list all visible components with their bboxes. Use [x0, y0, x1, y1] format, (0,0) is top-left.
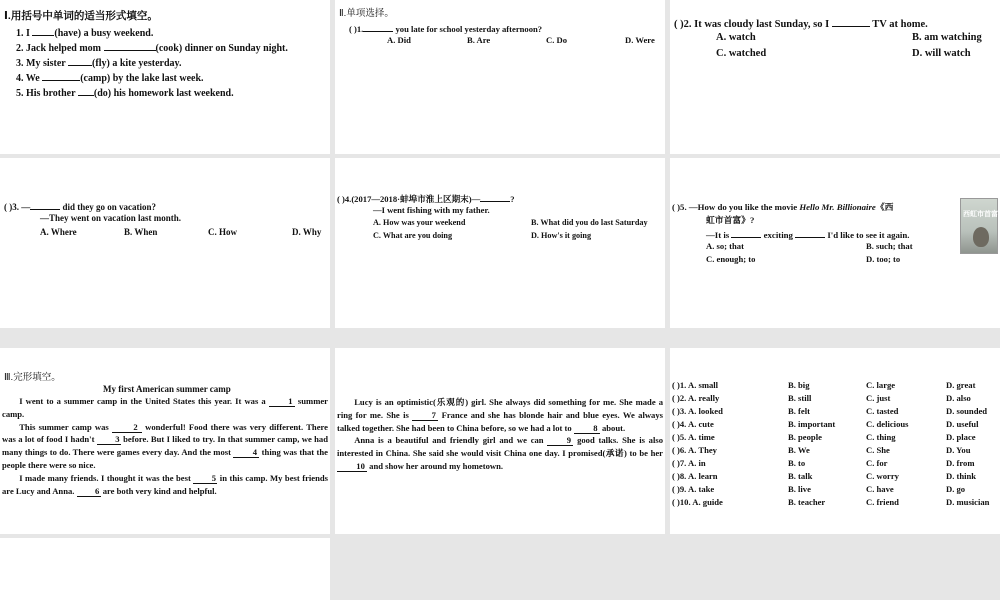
- row-5-c[interactable]: C. thing: [866, 432, 896, 442]
- row-7-b[interactable]: B. to: [788, 458, 806, 468]
- option-c[interactable]: C. watched: [716, 48, 767, 59]
- section-title: Ⅰ.用括号中单词的适当形式填空。: [4, 10, 158, 22]
- row-3-d[interactable]: D. sounded: [946, 406, 988, 416]
- option-b[interactable]: B. such; that: [866, 241, 913, 251]
- option-b[interactable]: B. Are: [467, 35, 491, 45]
- panel-cloze-passage-1: [0, 348, 330, 534]
- question-3: 3. My sister (fly) a kite yesterday.: [16, 55, 181, 70]
- question-stem: ( )2. It was cloudy last Sunday, so I TV at home.: [674, 16, 928, 31]
- row-9-d[interactable]: D. go: [946, 484, 966, 494]
- section-title: Ⅲ.完形填空。: [4, 372, 61, 383]
- row-8-d[interactable]: D. think: [946, 471, 977, 481]
- row-3-c[interactable]: C. tasted: [866, 406, 899, 416]
- question-4: 4. We (camp) by the lake last week.: [16, 70, 204, 85]
- poster-title: 西虹市首富: [963, 210, 998, 218]
- row-6-a[interactable]: ( )6. A. They: [672, 445, 717, 455]
- row-7-c[interactable]: C. for: [866, 458, 888, 468]
- row-10-b[interactable]: B. teacher: [788, 497, 826, 507]
- question-1: 1. I (have) a busy weekend.: [16, 25, 153, 40]
- row-3-a[interactable]: ( )3. A. looked: [672, 406, 723, 416]
- option-a[interactable]: A. Did: [387, 35, 411, 45]
- option-c[interactable]: C. Do: [546, 35, 568, 45]
- option-a[interactable]: A. Where: [40, 227, 77, 237]
- section-title: Ⅱ.单项选择。: [339, 8, 394, 19]
- question-line-3: —It is exciting I'd like to see it again.: [706, 227, 909, 241]
- row-6-b[interactable]: B. We: [788, 445, 810, 455]
- row-1-c[interactable]: C. large: [866, 380, 896, 390]
- option-c[interactable]: C. What are you doing: [373, 231, 453, 240]
- question-line-2: 虹市首富》?: [706, 215, 755, 225]
- panel-choice-2: [670, 0, 1000, 154]
- passage-text-2: Lucy is an optimistic(乐观的) girl. She always did something for me. She made a ring for me. She is 7 France and she has blonde hair and blue eyes. We always talked together. She had been to China before, so we had a lot to 8 about. Anna is a beautiful and friendly girl and we can 9 good talks. She is also interested in China. She said she would visit China one day. I promised(承诺) to be her 10 and show her around my hometown.: [337, 397, 664, 471]
- panel-choice-4: [335, 158, 665, 328]
- question-stem: ( )5. —How do you like the movie Hello Mr. Billionaire《西: [672, 202, 894, 212]
- question-line-2: —I went fishing with my father.: [373, 205, 490, 215]
- option-c[interactable]: C. How: [208, 227, 237, 237]
- panel-cloze-passage-2: [335, 348, 665, 534]
- row-8-a[interactable]: ( )8. A. learn: [672, 471, 718, 481]
- row-4-d[interactable]: D. useful: [946, 419, 979, 429]
- movie-title: Hello Mr. Billionaire: [799, 202, 876, 212]
- row-1-b[interactable]: B. big: [788, 380, 810, 390]
- question-2: 2. Jack helped mom (cook) dinner on Sunday night.: [16, 40, 288, 55]
- row-3-b[interactable]: B. felt: [788, 406, 810, 416]
- row-10-d[interactable]: D. musician: [946, 497, 990, 507]
- question-stem: ( )1. you late for school yesterday afternoon?: [349, 21, 542, 35]
- row-6-d[interactable]: D. You: [946, 445, 971, 455]
- row-4-c[interactable]: C. delicious: [866, 419, 909, 429]
- option-b[interactable]: B. What did you do last Saturday: [531, 218, 648, 227]
- option-d[interactable]: D. How's it going: [531, 231, 592, 240]
- row-5-b[interactable]: B. people: [788, 432, 822, 442]
- row-8-c[interactable]: C. worry: [866, 471, 899, 481]
- panel-cloze-options: [670, 348, 1000, 534]
- row-5-a[interactable]: ( )5. A. time: [672, 432, 715, 442]
- option-d[interactable]: D. will watch: [912, 48, 971, 59]
- passage-heading: My first American summer camp: [103, 384, 231, 394]
- option-d[interactable]: D. Were: [625, 35, 655, 45]
- question-5: 5. His brother (do) his homework last weekend.: [16, 85, 234, 100]
- option-a[interactable]: A. watch: [716, 32, 756, 43]
- panel-fill-in-blanks: [0, 0, 330, 154]
- panel-choice-3: [0, 158, 330, 328]
- row-6-c[interactable]: C. She: [866, 445, 890, 455]
- row-9-b[interactable]: B. live: [788, 484, 811, 494]
- row-2-b[interactable]: B. still: [788, 393, 812, 403]
- row-1-a[interactable]: ( )1. A. small: [672, 380, 719, 390]
- row-5-d[interactable]: D. place: [946, 432, 976, 442]
- row-2-c[interactable]: C. just: [866, 393, 891, 403]
- row-4-b[interactable]: B. important: [788, 419, 836, 429]
- option-d[interactable]: D. too; to: [866, 254, 901, 264]
- row-8-b[interactable]: B. talk: [788, 471, 813, 481]
- option-b[interactable]: B. When: [124, 227, 158, 237]
- row-10-c[interactable]: C. friend: [866, 497, 899, 507]
- question-stem: ( )4.(2017—2018·蚌埠市淮上区期末)— ?: [337, 191, 515, 205]
- row-9-a[interactable]: ( )9. A. take: [672, 484, 715, 494]
- panel-choice-5: [670, 158, 1000, 328]
- panel-choice-1: [335, 0, 665, 154]
- row-2-a[interactable]: ( )2. A. really: [672, 393, 720, 403]
- row-9-c[interactable]: C. have: [866, 484, 894, 494]
- row-7-d[interactable]: D. from: [946, 458, 975, 468]
- movie-poster-image: [960, 198, 998, 254]
- panel-empty: [0, 538, 330, 600]
- passage-text-1: I went to a summer camp in the United States this year. It was a 1 summer camp. This summer camp was 2 wonderful! Food there was very different. There was a lot of food I hadn't 3 before. But I liked to try. In that summer camp, we had many things to do. There were games every day. And the most 4 thing was that the people there were so nice. I made many friends. I thought it was the best 5 in this camp. My best friends are Lucy and Anna. 6 are both very kind and helpful.: [2, 396, 328, 496]
- option-d[interactable]: D. Why: [292, 227, 322, 237]
- poster-face: [973, 227, 989, 247]
- row-10-a[interactable]: ( )10. A. guide: [672, 497, 723, 507]
- option-a[interactable]: A. How was your weekend: [373, 218, 466, 227]
- option-c[interactable]: C. enough; to: [706, 254, 756, 264]
- row-7-a[interactable]: ( )7. A. in: [672, 458, 706, 468]
- row-4-a[interactable]: ( )4. A. cute: [672, 419, 714, 429]
- option-b[interactable]: B. am watching: [912, 32, 982, 43]
- row-1-d[interactable]: D. great: [946, 380, 976, 390]
- question-stem: ( )3. — did they go on vacation?: [4, 199, 156, 213]
- question-line-2: —They went on vacation last month.: [40, 213, 182, 223]
- option-a[interactable]: A. so; that: [706, 241, 744, 251]
- row-2-d[interactable]: D. also: [946, 393, 971, 403]
